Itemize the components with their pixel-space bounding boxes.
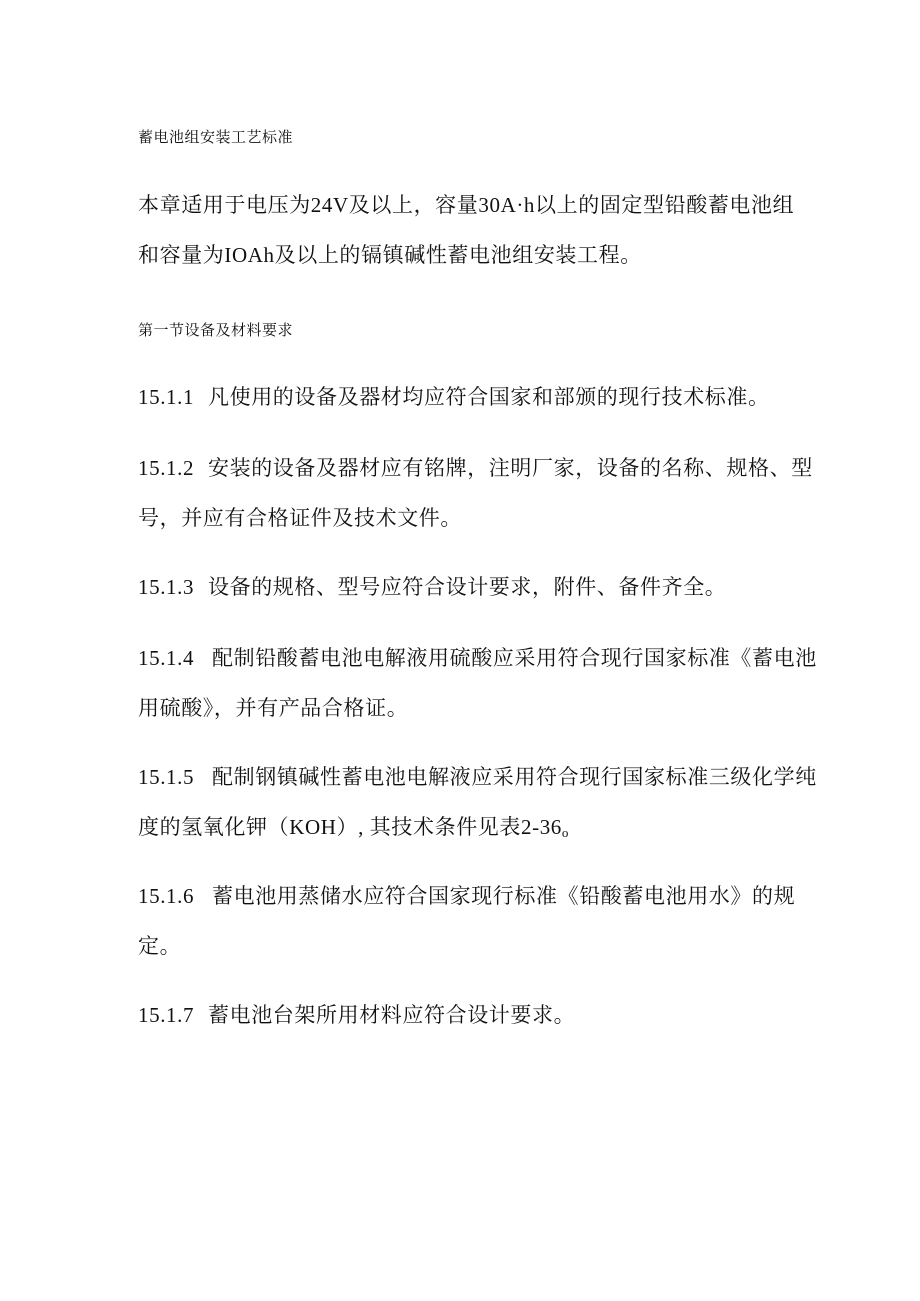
clause-text: 设备的规格、型号应符合设计要求，附件、备件齐全。: [208, 575, 727, 599]
clause-text: 度的氢氧化钾（KOH）, 其技术条件见表2-36: [138, 815, 562, 839]
clause-15-1-2: [138, 443, 813, 543]
clause-text: 凡使用的设备及器材均应符合国家和部颁的现行技术标准。: [208, 385, 770, 409]
clause-line: [138, 443, 813, 493]
clause-text: 配制钢镇碱性蓄电池电解液应采用符合现行国家标准三级化学纯: [212, 765, 817, 789]
intro-paragraph: [138, 180, 795, 280]
clause-number: 15.1.1: [138, 385, 195, 409]
clause-number: 15.1.7: [138, 1003, 195, 1027]
subscript-o: o: [561, 825, 569, 840]
clause-line-continued: 用硫酸》，并有产品合格证。: [138, 696, 409, 720]
clause-number: 15.1.2: [138, 456, 195, 480]
clause-text: 配制铅酸蓄电池电解液用硫酸应采用符合现行国家标准《蓄电池: [212, 646, 817, 670]
clause-15-1-5: [138, 752, 817, 858]
clause-line-continued: [138, 802, 788, 858]
clause-number: 15.1.3: [138, 575, 195, 599]
clause-text: 安装的设备及器材应有铭牌，注明厂家，设备的名称、规格、型: [208, 456, 813, 480]
clause-text: 蓄电池台架所用材料应符合设计要求。: [208, 1003, 576, 1027]
intro-line-1: 本章适用于电压为24V及以上，容量30A·h以上的固定型铅酸蓄电池组: [138, 193, 795, 217]
clause-line: [138, 372, 788, 422]
section-heading: 第一节设备及材料要求: [138, 321, 294, 339]
clause-line: [138, 633, 817, 683]
clause-15-1-4: [138, 633, 817, 733]
clause-15-1-1: [138, 372, 788, 422]
clause-line: [138, 871, 796, 921]
document-title: 蓄电池组安装工艺标准: [138, 128, 294, 146]
clause-line: [138, 990, 788, 1040]
clause-15-1-6: [138, 871, 796, 971]
clause-15-1-7: [138, 990, 788, 1040]
clause-text: 蓄电池用蒸储水应符合国家现行标准《铅酸蓄电池用水》的规: [212, 884, 796, 908]
clause-number: 15.1.5: [138, 765, 195, 789]
intro-line-2: 和容量为IOAh及以上的镉镇碱性蓄电池组安装工程。: [138, 243, 642, 267]
clause-line-continued: 定。: [138, 934, 182, 958]
clause-number: 15.1.4: [138, 646, 195, 670]
clause-line: [138, 752, 817, 802]
clause-line: [138, 562, 788, 612]
clause-15-1-3: [138, 562, 788, 612]
clause-number: 15.1.6: [138, 884, 195, 908]
clause-line-continued: 号，并应有合格证件及技术文件。: [138, 506, 462, 530]
